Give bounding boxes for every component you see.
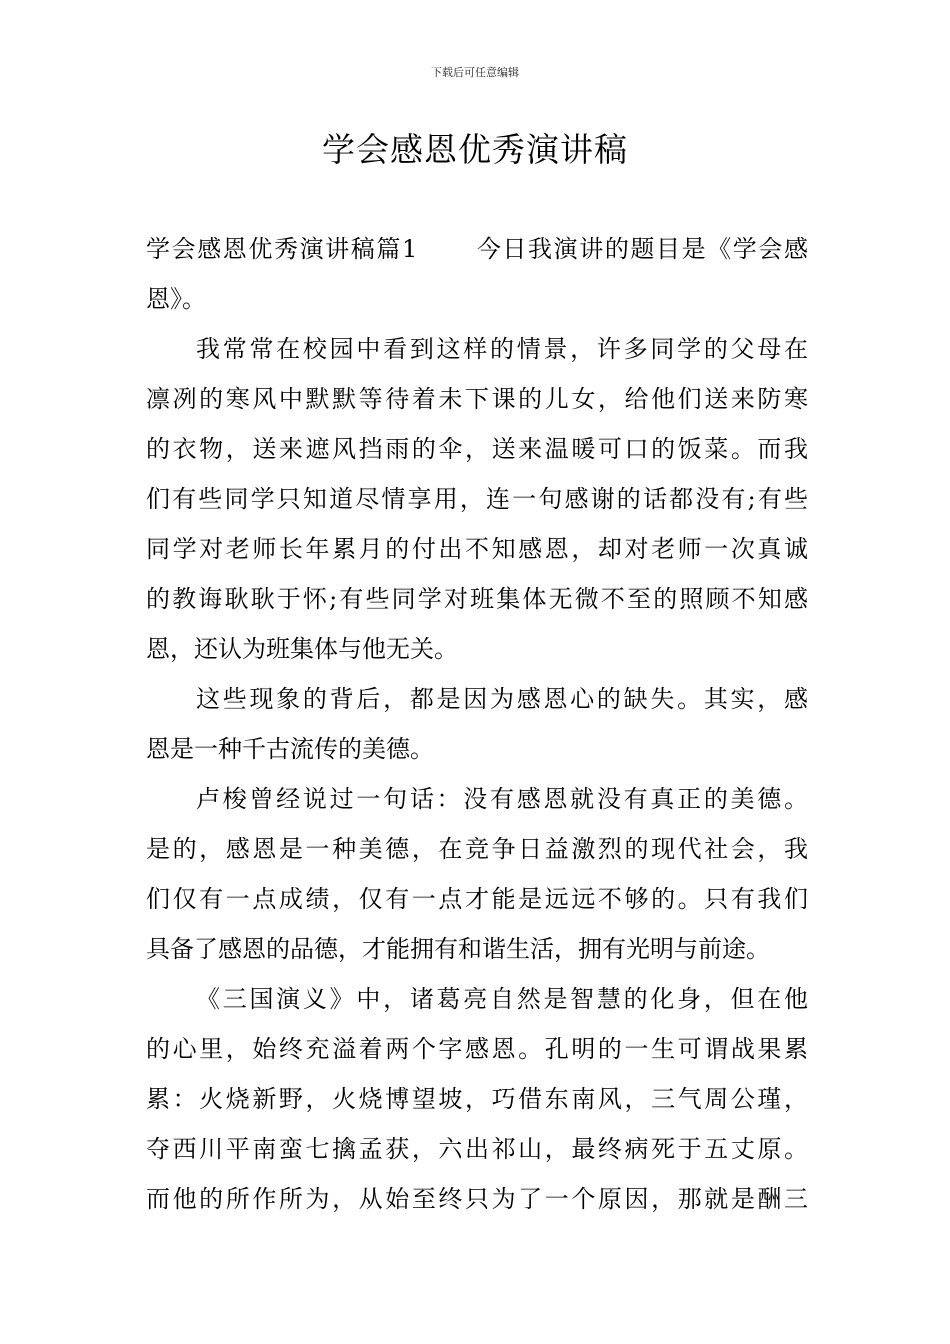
paragraph-3 <box>146 674 808 774</box>
paragraph-1 <box>146 224 808 324</box>
paragraph-line: 这些现象的背后，都是因为感恩心的缺失。其实，感 <box>196 685 808 713</box>
paragraph-line: 《三国演义》中，诸葛亮自然是智慧的化身，但在他 <box>196 985 808 1013</box>
paragraph-text: 今日我演讲的题目是《学会感 <box>475 235 808 263</box>
paragraph-line: 夺西川平南蛮七擒孟获，六出祁山，最终病死于五丈原。 <box>146 1135 808 1163</box>
paragraph-line: 我常常在校园中看到这样的情景，许多同学的父母在 <box>196 335 808 363</box>
section-heading: 学会感恩优秀演讲稿篇1 <box>146 235 418 263</box>
paragraph-line: 恩》。 <box>146 285 206 313</box>
document-body <box>146 224 808 1224</box>
paragraph-line: 的教诲耿耿于怀;有些同学对班集体无微不至的照顾不知感 <box>146 585 808 613</box>
paragraph-line: 恩，还认为班集体与他无关。 <box>146 635 458 663</box>
paragraph-line: 恩是一种千古流传的美德。 <box>146 735 434 763</box>
paragraph-line: 是的，感恩是一种美德，在竞争日益激烈的现代社会，我 <box>146 835 808 863</box>
paragraph-line: 的衣物，送来遮风挡雨的伞，送来温暖可口的饭菜。而我 <box>146 435 808 463</box>
paragraph-line: 而他的所作所为，从始至终只为了一个原因，那就是酬三 <box>146 1185 808 1213</box>
paragraph-line: 同学对老师长年累月的付出不知感恩，却对老师一次真诚 <box>146 535 808 563</box>
paragraph-line: 们有些同学只知道尽情享用，连一句感谢的话都没有;有些 <box>146 485 808 513</box>
page-title: 学会感恩优秀演讲稿 <box>322 130 628 169</box>
paragraph-2 <box>146 324 808 674</box>
paragraph-line <box>146 224 808 274</box>
paragraph-5 <box>146 974 808 1224</box>
paragraph-line: 凛冽的寒风中默默等待着未下课的儿女，给他们送来防寒 <box>146 385 808 413</box>
header-note: 下载后可任意编辑 <box>431 66 519 79</box>
paragraph-line: 们仅有一点成绩，仅有一点才能是远远不够的。只有我们 <box>146 885 808 913</box>
paragraph-line: 的心里，始终充溢着两个字感恩。孔明的一生可谓战果累 <box>146 1035 808 1063</box>
paragraph-4 <box>146 774 808 974</box>
paragraph-line: 具备了感恩的品德，才能拥有和谐生活，拥有光明与前途。 <box>146 935 770 963</box>
paragraph-line: 累：火烧新野，火烧博望坡，巧借东南风，三气周公瑾， <box>146 1085 808 1113</box>
paragraph-line: 卢梭曾经说过一句话：没有感恩就没有真正的美德。 <box>196 785 808 813</box>
